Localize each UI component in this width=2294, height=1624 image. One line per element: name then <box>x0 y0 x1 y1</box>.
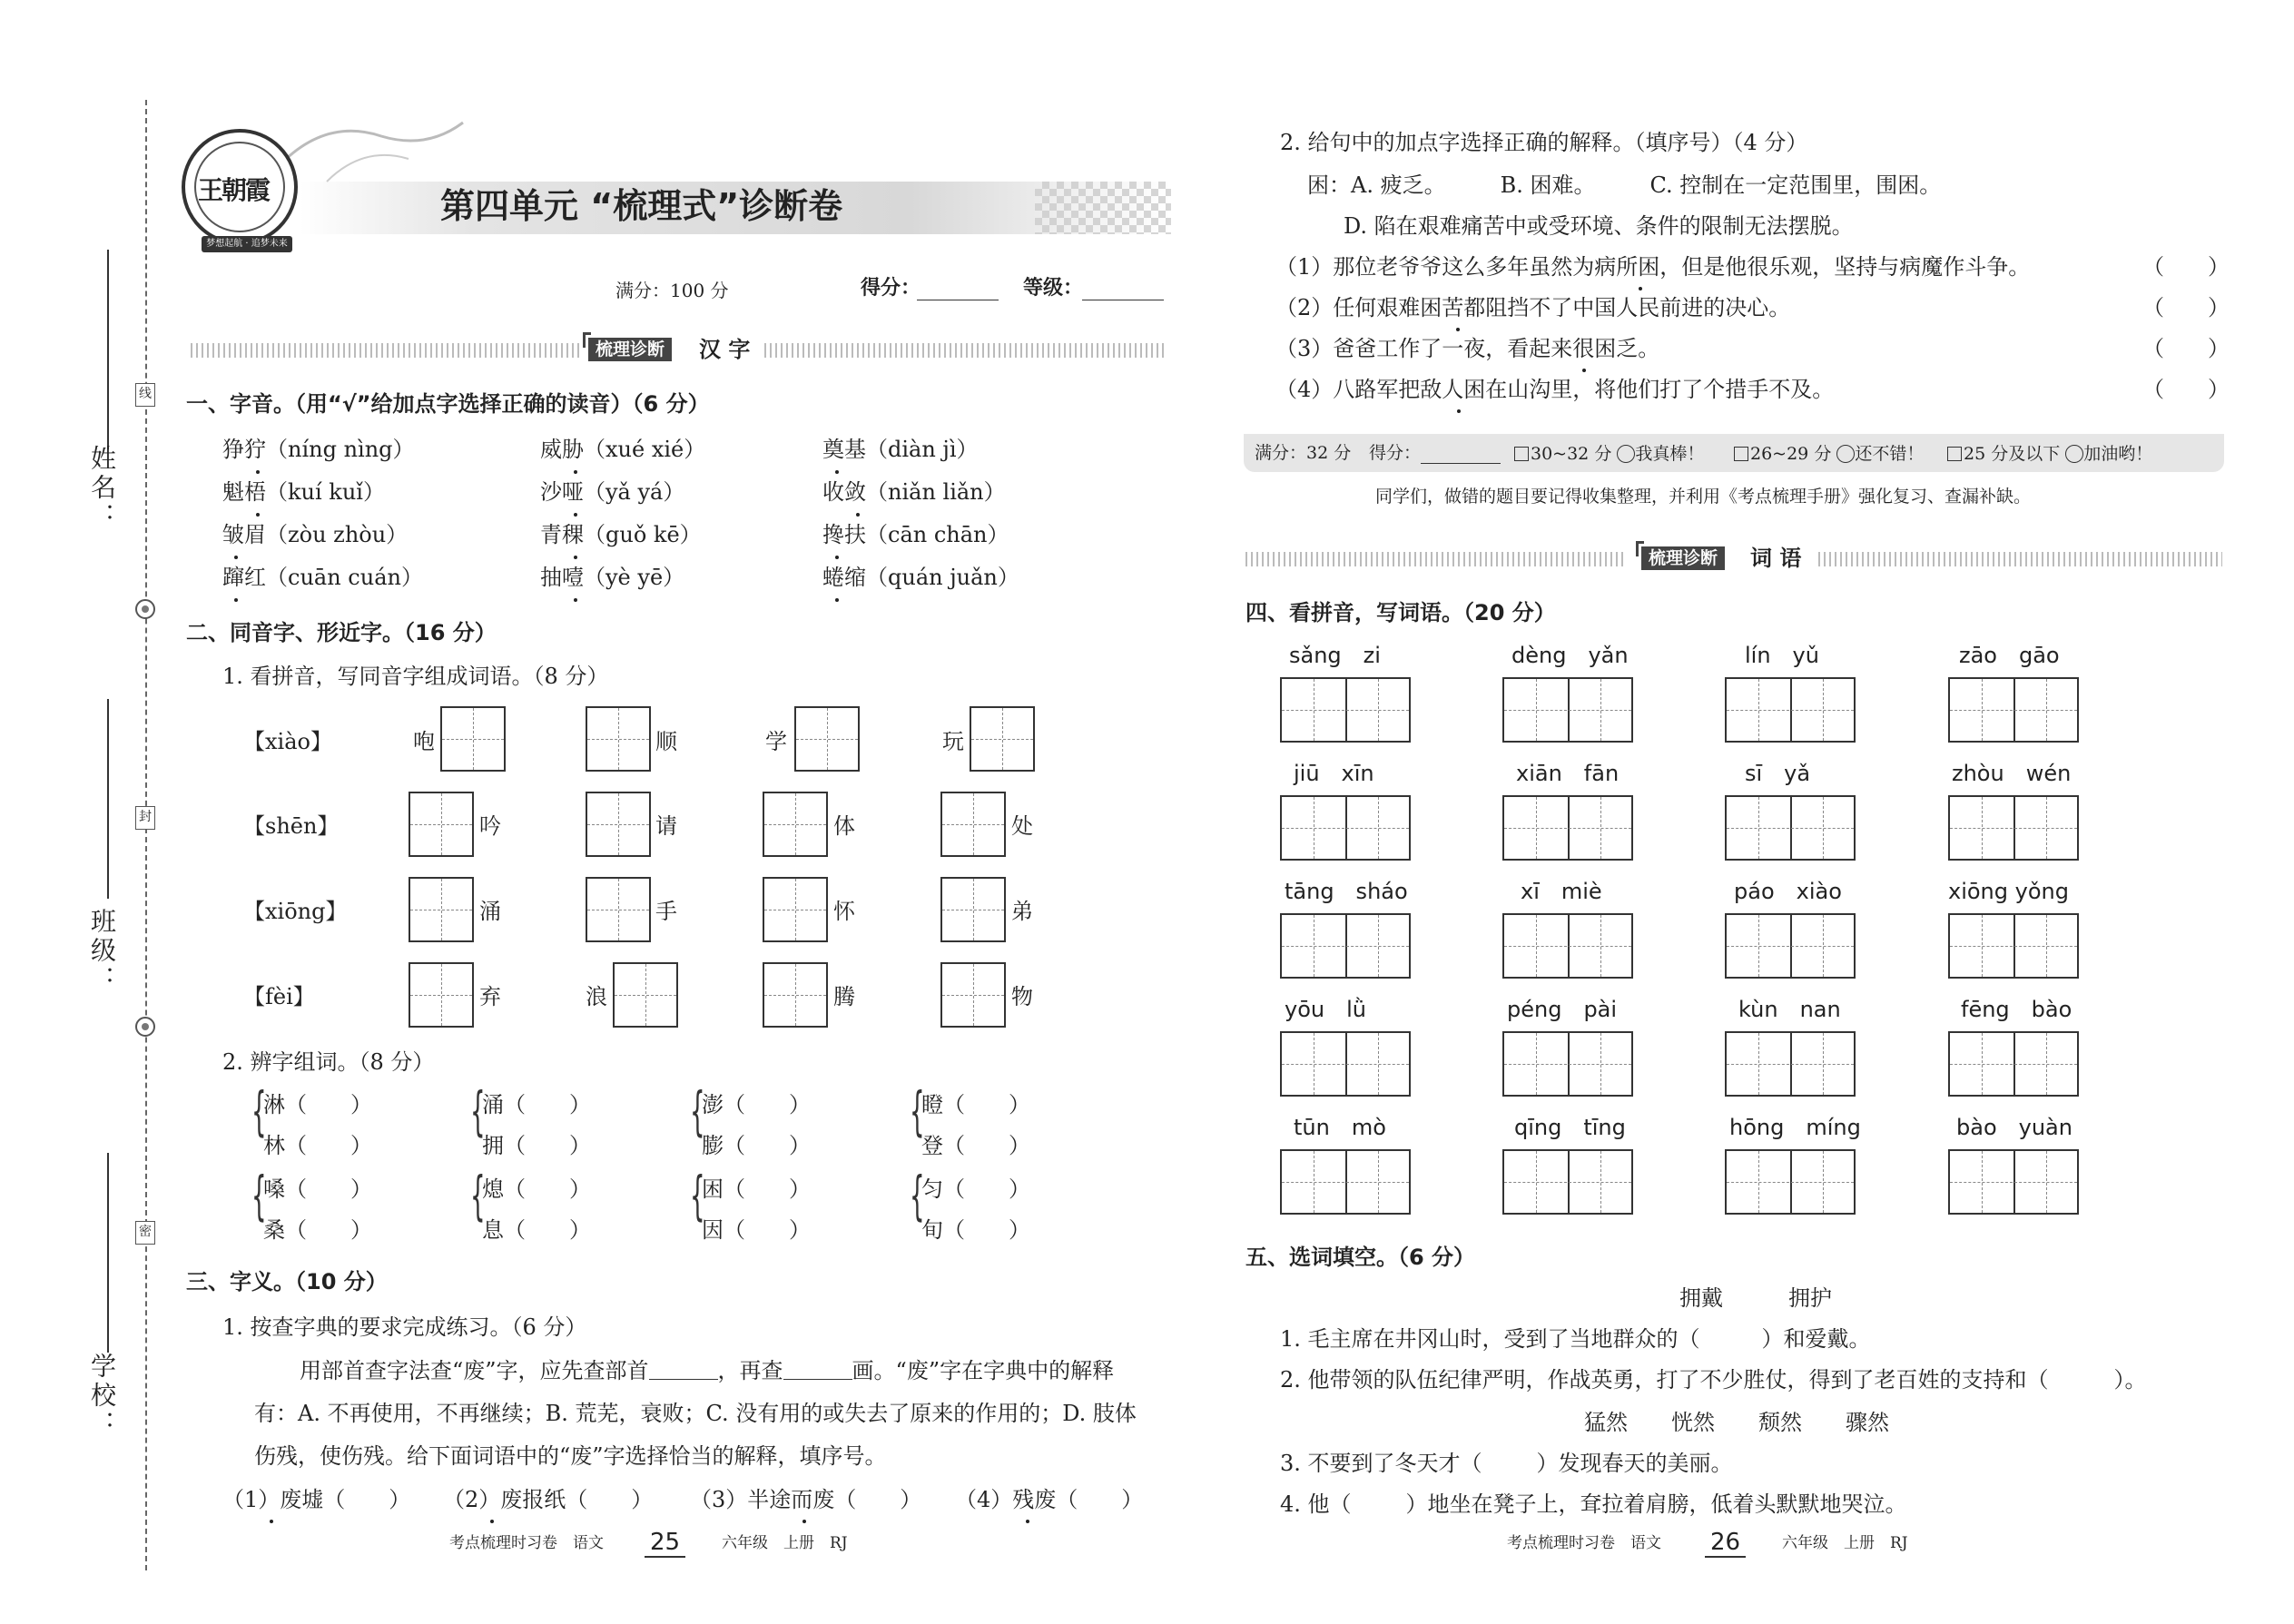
band-range-2[interactable]: 26~29 分 还不错！ <box>1734 445 1924 463</box>
answer-grid[interactable] <box>409 877 474 942</box>
pair-item[interactable]: 瞪（ ） <box>921 1092 1030 1117</box>
school-label: 学校： <box>87 1353 117 1440</box>
answer-grid[interactable] <box>440 706 506 772</box>
word-grid[interactable] <box>1725 1149 1856 1215</box>
q2-word: 顺 <box>655 729 677 754</box>
q2b-options-line1: 困：A. 疲乏。 B. 困难。 C. 控制在一定范围里，围困。 <box>1307 172 1942 198</box>
word-grid[interactable] <box>1280 1149 1411 1215</box>
blank-strokes[interactable] <box>783 1360 852 1380</box>
brace-icon: { <box>470 1165 486 1226</box>
brace-icon: { <box>690 1165 705 1226</box>
q1-item[interactable]: 抽噎（yè yē） <box>540 565 685 590</box>
answer-grid[interactable] <box>409 792 474 857</box>
q3-answer[interactable]: （3）半途而废（ ） <box>690 1487 922 1512</box>
q2-word: 玩 <box>942 729 964 754</box>
pinyin-label: jiū xīn <box>1294 761 1374 786</box>
q2-word: 物 <box>1011 984 1033 1009</box>
word-grid[interactable] <box>1280 913 1411 979</box>
answer-paren[interactable]: （ ） <box>2142 295 2230 320</box>
smile-icon <box>2065 445 2083 463</box>
pair-item[interactable]: 膨（ ） <box>702 1133 811 1158</box>
brace-icon: { <box>910 1080 925 1142</box>
pinyin-label: hōng míng <box>1729 1115 1861 1140</box>
q5-sentence-4: 4. 他（ ）地坐在凳子上，耷拉着肩膀，低着头默默地哭泣。 <box>1280 1491 1907 1517</box>
q1-item[interactable]: 狰狞（níng nìng） <box>222 437 415 462</box>
word-grid[interactable] <box>1280 795 1411 861</box>
smile-icon <box>1617 445 1635 463</box>
pair-item[interactable]: 淋（ ） <box>263 1092 372 1117</box>
word-grid[interactable] <box>1502 677 1633 743</box>
band-range-1[interactable]: 30~32 分 我真棒！ <box>1514 445 1704 463</box>
pair-item[interactable]: 匀（ ） <box>921 1176 1030 1202</box>
q3-paragraph-line1: 用部首查字法查“废”字，应先查部首 ，再查 画。“废”字在字典中的解释 <box>300 1358 1115 1383</box>
q2-word: 学 <box>765 729 787 754</box>
pinyin-label: sǎng zi <box>1289 643 1381 668</box>
q2-pinyin: 【xiào】 <box>243 729 332 754</box>
pair-item[interactable]: 因（ ） <box>702 1217 811 1243</box>
pair-item[interactable]: 息（ ） <box>482 1217 591 1243</box>
q2-word: 腾 <box>833 984 855 1009</box>
pinyin-label: tāng sháo <box>1285 879 1408 904</box>
bind-mark-secret: 密 <box>135 1221 155 1245</box>
answer-grid[interactable] <box>763 877 828 942</box>
school-underline <box>107 1153 109 1353</box>
pinyin-label: xī miè <box>1521 879 1602 904</box>
pinyin-label: xiān fān <box>1516 761 1620 786</box>
q1-title: 一、字音。（用“√”给加点字选择正确的读音）（6 分） <box>186 391 710 417</box>
section-divider <box>191 343 581 358</box>
q2b-item: （1）那位老爷爷这么多年虽然为病所困，但是他很乐观，坚持与病魔作斗争。 <box>1275 254 2031 280</box>
q1-item[interactable]: 沙哑（yǎ yá） <box>540 479 685 505</box>
section-divider <box>764 343 1164 358</box>
q3-answer[interactable]: （1）废墟（ ） <box>222 1487 411 1512</box>
bind-mark-seal: 封 <box>135 806 155 830</box>
word-grid[interactable] <box>1502 913 1633 979</box>
q1-item[interactable]: 威胁（xué xié） <box>540 437 706 462</box>
q1-item[interactable]: 皱眉（zòu zhòu） <box>222 522 409 547</box>
pair-item[interactable]: 嗓（ ） <box>263 1176 372 1202</box>
q2-word: 体 <box>833 813 855 839</box>
bind-hole-icon <box>135 599 155 619</box>
q2-word: 处 <box>1011 813 1033 839</box>
pinyin-label: dèng yǎn <box>1511 643 1629 668</box>
answer-grid[interactable] <box>970 706 1035 772</box>
q2b-options-line2: D. 陷在艰难痛苦中或受环境、条件的限制无法摆脱。 <box>1344 213 1854 239</box>
brace-icon: { <box>470 1080 486 1142</box>
pinyin-label: tūn mò <box>1294 1115 1386 1140</box>
q3-answer[interactable]: （4）残废（ ） <box>955 1487 1144 1512</box>
checkbox-icon <box>1734 447 1748 461</box>
class-label: 班级： <box>87 908 117 995</box>
band-range-3[interactable]: 25 分及以下 加油哟！ <box>1947 445 2152 463</box>
pinyin-label: fēng bào <box>1961 997 2072 1022</box>
word-grid[interactable] <box>1725 677 1856 743</box>
answer-grid[interactable] <box>794 706 860 772</box>
q3-title: 三、字义。（10 分） <box>186 1269 388 1294</box>
q2-pinyin: 【shēn】 <box>243 813 340 839</box>
answer-grid[interactable] <box>586 792 651 857</box>
footer-grade: 六年级 上册 RJ <box>722 1534 848 1552</box>
word-grid[interactable] <box>1280 677 1411 743</box>
page-number: 26 <box>1705 1529 1746 1558</box>
q5-sentence-2: 2. 他带领的队伍纪律严明，作战英勇，打了不少胜仗，得到了老百姓的支持和（ ）。 <box>1280 1367 2147 1393</box>
q2b-item: （2）任何艰难困苦都阻挡不了中国人民前进的决心。 <box>1275 295 1791 320</box>
binding-dashed-line <box>145 100 147 1570</box>
section-divider <box>1818 552 2222 566</box>
page-number: 25 <box>645 1529 685 1558</box>
pair-item[interactable]: 澎（ ） <box>702 1092 811 1117</box>
page-title: 第四单元 “梳理式”诊断卷 <box>440 186 843 226</box>
q5-word-choices-2: 猛然 恍然 颓然 骤然 <box>1584 1410 1889 1435</box>
q2-word: 吟 <box>479 813 501 839</box>
brace-icon: { <box>251 1080 267 1142</box>
checkbox-icon <box>1947 447 1962 461</box>
review-tip: 同学们，做错的题目要记得收集整理，并利用《考点梳理手册》强化复习、查漏补缺。 <box>1375 487 2032 507</box>
name-underline <box>107 250 109 449</box>
pinyin-label: páo xiào <box>1734 879 1842 904</box>
q2-pinyin: 【xiōng】 <box>243 899 348 924</box>
answer-grid[interactable] <box>940 877 1006 942</box>
footer-series: 考点梳理时习卷 语文 <box>449 1534 604 1552</box>
word-grid[interactable] <box>1725 795 1856 861</box>
pair-item[interactable]: 林（ ） <box>263 1133 372 1158</box>
q2b-title: 2. 给句中的加点字选择正确的解释。（填序号）（4 分） <box>1280 130 1808 155</box>
pair-item[interactable]: 登（ ） <box>921 1133 1030 1158</box>
q1-item[interactable]: 蜷缩（quán juǎn） <box>822 565 1019 590</box>
pair-item[interactable]: 困（ ） <box>702 1176 811 1202</box>
q1-item[interactable]: 收敛（niǎn liǎn） <box>822 479 1006 505</box>
answer-grid[interactable] <box>586 877 651 942</box>
pinyin-label: zāo gāo <box>1959 643 2060 668</box>
q5-title: 五、选词填空。（6 分） <box>1245 1245 1476 1270</box>
answer-grid[interactable] <box>763 962 828 1028</box>
brace-icon: { <box>910 1165 925 1226</box>
word-grid[interactable] <box>1948 795 2079 861</box>
answer-grid[interactable] <box>940 962 1006 1028</box>
class-underline <box>107 699 109 899</box>
q1-item[interactable]: 蹿红（cuān cuán） <box>222 565 423 590</box>
q4-title: 四、看拼音，写词语。（20 分） <box>1245 600 1556 625</box>
answer-paren[interactable]: （ ） <box>2142 336 2230 361</box>
answer-grid[interactable] <box>586 706 651 772</box>
pinyin-label: bào yuàn <box>1956 1115 2072 1140</box>
section-title-hanzi: 汉 字 <box>699 337 751 362</box>
section-tag: 梳理诊断 <box>1641 546 1725 570</box>
q3-sub1: 1. 按查字典的要求完成练习。（6 分） <box>222 1314 587 1340</box>
pair-item[interactable]: 旬（ ） <box>921 1217 1030 1243</box>
score-label: 得分： <box>861 277 921 300</box>
bind-hole-icon <box>135 1017 155 1037</box>
pair-item[interactable]: 涌（ ） <box>482 1092 591 1117</box>
brace-icon: { <box>251 1165 267 1226</box>
logo-slogan: 梦想起航 · 追梦未来 <box>202 236 292 252</box>
name-label: 姓名： <box>87 445 117 532</box>
q1-item[interactable]: 魁梧（kuí kuǐ） <box>222 479 385 505</box>
answer-grid[interactable] <box>763 792 828 857</box>
q3-answer[interactable]: （2）废报纸（ ） <box>443 1487 654 1512</box>
section-divider <box>1245 552 1627 566</box>
pinyin-label: yōu lǜ <box>1285 997 1366 1022</box>
q1-item[interactable]: 奠基（diàn jì） <box>822 437 979 462</box>
pair-item[interactable]: 桑（ ） <box>263 1217 372 1243</box>
q2-word: 涌 <box>479 899 501 924</box>
word-grid[interactable] <box>1725 913 1856 979</box>
q2-sub2: 2. 辨字组词。（8 分） <box>222 1049 435 1075</box>
pair-item[interactable]: 拥（ ） <box>482 1133 591 1158</box>
section-tag: 梳理诊断 <box>588 338 672 361</box>
footer-series: 考点梳理时习卷 语文 <box>1507 1534 1661 1552</box>
pinyin-label: qīng tīng <box>1514 1115 1626 1140</box>
q2-word: 手 <box>655 899 677 924</box>
pair-item[interactable]: 熄（ ） <box>482 1176 591 1202</box>
q3-paragraph-line3: 伤残，使伤残。给下面词语中的“废”字选择恰当的解释，填序号。 <box>254 1443 887 1469</box>
q2-word: 咆 <box>413 729 435 754</box>
band-score-field[interactable] <box>1421 463 1501 464</box>
bind-mark-line: 线 <box>135 383 155 407</box>
q2-title: 二、同音字、形近字。（16 分） <box>186 620 497 645</box>
q5-sentence-3: 3. 不要到了冬天才（ ）发现春天的美丽。 <box>1280 1451 1733 1476</box>
word-grid[interactable] <box>1948 677 2079 743</box>
word-grid[interactable] <box>1280 1031 1411 1097</box>
grade-label: 等级： <box>1023 277 1084 300</box>
pinyin-label: zhòu wén <box>1952 761 2072 786</box>
q2-word: 请 <box>655 813 677 839</box>
q2-word: 弃 <box>479 984 501 1009</box>
q2b-item: （3）爸爸工作了一夜，看起来很困乏。 <box>1275 336 1660 361</box>
band-full-score: 满分：32 分 <box>1255 443 1352 463</box>
logo-text: 王朝霞 <box>198 175 270 205</box>
pinyin-label: kùn nan <box>1738 997 1841 1022</box>
title-checker-pattern <box>1035 182 1171 234</box>
q1-item[interactable]: 搀扶（cān chān） <box>822 522 1009 547</box>
pinyin-label: lín yǔ <box>1745 643 1819 668</box>
pinyin-label: xiōng yǒng <box>1948 879 2069 904</box>
blank-radical[interactable] <box>649 1360 718 1380</box>
brace-icon: { <box>690 1080 705 1142</box>
q2-word: 弟 <box>1011 899 1033 924</box>
word-grid[interactable] <box>1725 1031 1856 1097</box>
word-grid[interactable] <box>1502 1149 1633 1215</box>
band-score-label: 得分： <box>1369 443 1422 463</box>
q2b-item: （4）八路军把敌人困在山沟里，将他们打了个措手不及。 <box>1275 377 1835 402</box>
q2-sub1: 1. 看拼音，写同音字组成词语。（8 分） <box>222 664 609 689</box>
pinyin-label: péng pài <box>1507 997 1618 1022</box>
word-grid[interactable] <box>1502 1031 1633 1097</box>
q1-item[interactable]: 青稞（guǒ kē） <box>540 522 702 547</box>
smile-icon <box>1836 445 1855 463</box>
answer-grid[interactable] <box>940 792 1006 857</box>
checkbox-icon <box>1514 447 1529 461</box>
full-score: 满分：100 分 <box>615 280 729 301</box>
word-grid[interactable] <box>1948 1031 2079 1097</box>
brand-logo <box>182 129 298 245</box>
word-grid[interactable] <box>1948 913 2079 979</box>
q5-sentence-1: 1. 毛主席在井冈山时，受到了当地群众的（ ）和爱戴。 <box>1280 1326 1871 1352</box>
word-grid[interactable] <box>1948 1149 2079 1215</box>
ribbon-decoration-icon <box>272 109 472 191</box>
word-grid[interactable] <box>1502 795 1633 861</box>
q2-word: 怀 <box>833 899 855 924</box>
q2-word: 浪 <box>586 984 607 1009</box>
q3-paragraph-line2: 有：A. 不再使用，不再继续；B. 荒芜，衰败；C. 没有用的或失去了原来的作用的；D. 肢体 <box>254 1401 1137 1426</box>
footer-grade: 六年级 上册 RJ <box>1782 1534 1908 1552</box>
answer-paren[interactable]: （ ） <box>2142 377 2230 402</box>
answer-paren[interactable]: （ ） <box>2142 254 2230 280</box>
q2-pinyin: 【fèi】 <box>243 984 315 1009</box>
pinyin-label: sī yǎ <box>1745 761 1811 786</box>
q5-word-choices-1: 拥戴 拥护 <box>1679 1285 1832 1311</box>
section-title-ciyu: 词 语 <box>1750 546 1802 571</box>
answer-grid[interactable] <box>409 962 474 1028</box>
answer-grid[interactable] <box>613 962 678 1028</box>
